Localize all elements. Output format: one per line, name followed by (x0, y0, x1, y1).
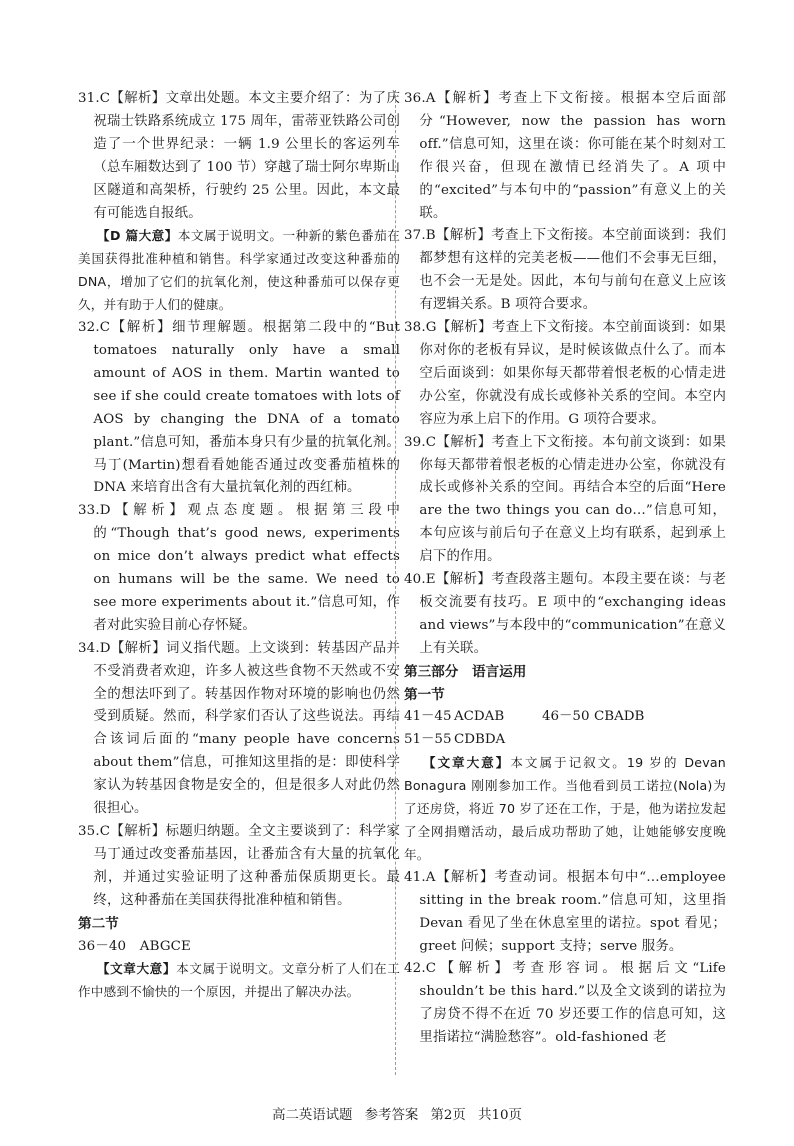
passage-d-summary (78, 225, 400, 317)
footer-total: 共10页 (478, 1108, 522, 1123)
keys-41-45: ACDAB (454, 709, 505, 725)
answer-39: 39.C【解析】考查上下文衔接。本句前文谈到：如果你每天都带着恨老板的心情走进办公室，你就没有成长或修补关系的空间。再结合本空的后面“Here are the two things you can do…”信息可知，本句应该与前后句子在意义上均有联系，起到承上启下的作用。 (404, 434, 726, 565)
keys-range-51-55: 51－55 (404, 732, 452, 748)
section-2-summary-text: 本文属于说明文。文章分析了人们在工作中感到不愉快的一个原因，并提出了解决办法。 (78, 961, 401, 1000)
page-footer (0, 1104, 794, 1123)
passage-summary-right-label: 【文章大意】 (422, 755, 511, 771)
footer-subject: 高二英语试题 (272, 1108, 353, 1123)
passage-d-label: 【D 篇大意】 (96, 228, 178, 244)
keys-range-41-45: 41－45 (404, 709, 452, 725)
passage-d-text: 本文属于说明文。一种新的紫色番茄在美国获得批准种植和销售。科学家通过改变这种番茄的 DNA，增加了它们的抗氧化剂，使这种番茄可以保存更久，并有助于人们的健康。 (78, 228, 400, 313)
answer-40: 40.E【解析】考查段落主题句。本段主要在谈：与老板交流要有技巧。E 项中的“exchanging ideas and views”与本段中的“communication”在意义上有关联。 (404, 572, 726, 656)
answer-37: 37.B【解析】考查上下文衔接。本空前面谈到：我们都梦想有这样的完美老板——他们不会事无巨细，也不会一无是处。因此，本句与前句在意义上应该有逻辑关系。B 项符合要求。 (404, 228, 726, 313)
footer-page: 第2页 (430, 1108, 466, 1123)
answer-33: 33.D【解析】观点态度题。根据第三段中的“Though that’s good news, experiments on mice don’t always predict what effects on humans will be the same. We need to see more experiments about it.”信息可知，作者对此实验目前心存怀疑。 (78, 503, 400, 633)
answer-31: 31.C【解析】文章出处题。本文主要介绍了：为了庆祝瑞士铁路系统成立 175 周年，雷蒂亚铁路公司创造了一个世界纪录：一辆 1.9 公里长的客运列车（总车厢数达到了 100 节）穿越了瑞士阿尔卑斯山区隧道和高架桥，行驶约 25 公里。因此，本文最有可能选自报纸。 (78, 91, 400, 221)
passage-summary-right-text: 本文属于记叙文。19 岁的 Devan Bonagura 刚刚参加工作。当他看到员工诺拉(Nola)为了还房贷，将近 70 岁了还在工作，于是，他为诺拉发起了全网捐赠活动，最后成功帮助了她，让她能够安度晚年。 (404, 755, 726, 862)
answer-41: 41.A【解析】考查动词。根据本句中“…employee sitting in the break room.”信息可知，这里指 Devan 看见了坐在休息室里的诺拉。spot 看见；greet 问候；support 支持；serve 服务。 (404, 869, 726, 954)
left-column (78, 88, 400, 1004)
section-2-summary (78, 958, 400, 1004)
keys-46-50: CBADB (594, 709, 645, 725)
answer-38: 38.G【解析】考查上下文衔接。本空前面谈到：如果你对你的老板有异议，是时候该做点什么了。而本空后面谈到：如果你每天都带着恨老板的心情走进办公室，你就没有成长或修补关系的空间。本空内容应为承上启下的作用。G 项符合要求。 (404, 320, 726, 427)
answer-42: 42.C【解析】考查形容词。根据后文“Life shouldn’t be this hard.”以及全文谈到的诺拉为了房贷不得不在近 70 岁还要工作的信息可知，这里指诺拉“满脸愁容”。old-fashioned 老 (404, 961, 726, 1046)
answer-35: 35.C【解析】标题归纳题。全文主要谈到了：科学家马丁通过改变番茄基因，让番茄含有大量的抗氧化剂，并通过实验证明了这种番茄保质期更长。最终，这种番茄在美国获得批准种植和销售。 (78, 824, 400, 908)
answer-keys-51-55 (404, 729, 726, 752)
passage-summary-right (404, 752, 726, 867)
section-1-heading: 第一节 (404, 686, 445, 703)
footer-type: 参考答案 (364, 1108, 419, 1123)
column-divider (395, 90, 396, 1075)
section-2-heading: 第二节 (78, 915, 119, 932)
part-3-heading: 第三部分 语言运用 (404, 663, 527, 680)
right-column (404, 88, 726, 1050)
answer-32: 32.C【解析】细节理解题。根据第二段中的“But tomatoes naturally only have a small amount of AOS in them. Martin wanted to see if she could create tomatoes with lots of AOS by changing the DNA of a tomato plant.”信息可知，番茄本身只有少量的抗氧化剂。马丁(Martin)想看看她能否通过改变番茄植株的 DNA 来培育出含有大量抗氧化剂的西红柿。 (78, 320, 400, 496)
keys-51-55: CDBDA (454, 732, 506, 748)
section-2-summary-label: 【文章大意】 (96, 961, 177, 977)
answer-36: 36.A【解析】考查上下文衔接。根据本空后面部分“However, now the passion has worn off.”信息可知，这里在谈：你可能在某个时刻对工作很兴奋，但现在激情已经消失了。A 项中的“excited”与本句中的“passion”有意义上的关联。 (404, 91, 726, 221)
keys-range-46-50: 46－50 (542, 709, 590, 725)
answer-keys-41-50 (404, 706, 726, 729)
answer-keys-36-40: 36－40 ABGCE (78, 938, 191, 954)
answer-34: 34.D【解析】词义指代题。上文谈到：转基因产品并不受消费者欢迎，许多人被这些食物不天然或不安全的想法吓到了。转基因作物对环境的影响也仍然受到质疑。然而，科学家们否认了这些说法。再结合该词后面的“many people have concerns about them”信息，可推知这里指的是：即使科学家认为转基因食物是安全的，但是很多人对此仍然很担心。 (78, 640, 400, 817)
